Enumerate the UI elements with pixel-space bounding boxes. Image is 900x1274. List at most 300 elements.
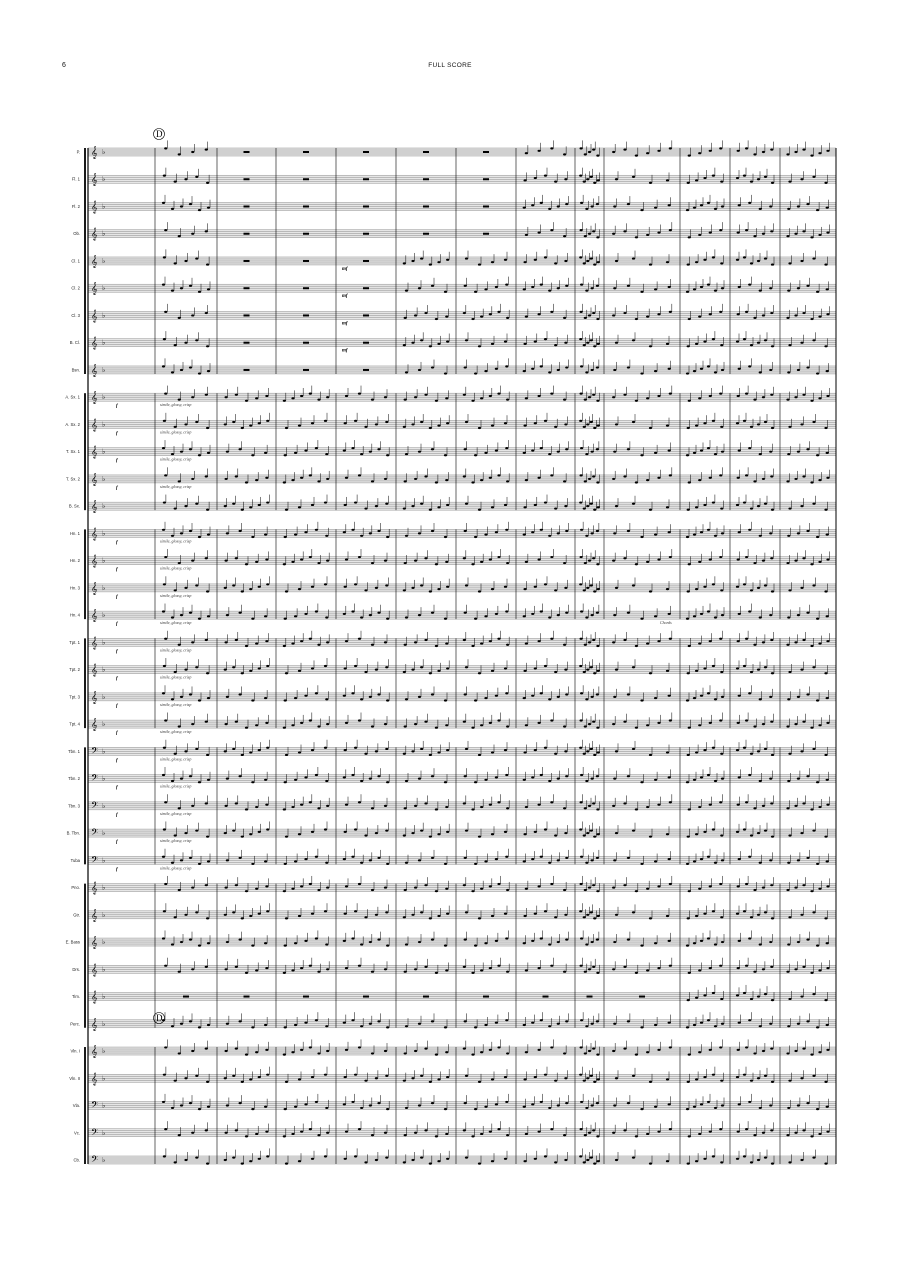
note-head-icon bbox=[826, 615, 829, 617]
note-head-icon bbox=[563, 398, 566, 400]
note-head-icon bbox=[802, 721, 805, 723]
key-signature-icon: ♭ bbox=[102, 665, 106, 674]
note-head-icon bbox=[198, 1108, 201, 1110]
instrument-label: Cl. 2 bbox=[71, 285, 80, 291]
note-head-icon bbox=[623, 802, 626, 804]
note-head-icon bbox=[666, 506, 669, 508]
note-head-icon bbox=[191, 478, 194, 480]
note-head-icon bbox=[524, 343, 527, 345]
note-head-icon bbox=[420, 257, 423, 259]
clef-icon: 𝄞 bbox=[91, 636, 98, 650]
note-head-icon bbox=[524, 670, 527, 672]
note-head-icon bbox=[497, 801, 500, 803]
note-head-icon bbox=[588, 805, 591, 807]
note-head-icon bbox=[818, 152, 821, 154]
note-head-icon bbox=[371, 725, 374, 727]
note-head-icon bbox=[698, 888, 701, 890]
note-head-icon bbox=[255, 561, 258, 563]
note-head-icon bbox=[207, 207, 210, 209]
note-head-icon bbox=[787, 535, 790, 537]
note-head-icon bbox=[429, 345, 432, 347]
note-head-icon bbox=[759, 943, 762, 945]
key-signature-icon: ♭ bbox=[102, 883, 106, 892]
note-head-icon bbox=[548, 208, 551, 210]
key-signature-icon: ♭ bbox=[102, 1128, 106, 1137]
note-head-icon bbox=[465, 911, 468, 913]
dynamic-marking: f bbox=[116, 622, 118, 628]
note-head-icon bbox=[195, 421, 198, 423]
note-head-icon bbox=[669, 556, 672, 558]
note-head-icon bbox=[743, 338, 746, 340]
note-head-icon bbox=[309, 801, 312, 803]
note-head-icon bbox=[505, 365, 508, 367]
note-head-icon bbox=[480, 316, 483, 318]
whole-rest-icon bbox=[363, 287, 369, 289]
note-head-icon bbox=[669, 719, 672, 721]
note-head-icon bbox=[669, 965, 672, 967]
note-head-icon bbox=[446, 422, 449, 424]
note-head-icon bbox=[420, 584, 423, 586]
note-head-icon bbox=[298, 425, 301, 427]
note-head-icon bbox=[748, 610, 751, 612]
expression-marking: simile, glossy, crisp bbox=[160, 620, 192, 626]
note-head-icon bbox=[245, 481, 248, 483]
note-head-icon bbox=[550, 147, 553, 149]
key-signature-icon: ♭ bbox=[102, 148, 106, 156]
note-head-icon bbox=[207, 779, 210, 781]
note-head-icon bbox=[588, 233, 591, 235]
note-head-icon bbox=[623, 230, 626, 232]
note-head-icon bbox=[464, 857, 467, 859]
note-head-icon bbox=[719, 556, 722, 558]
note-head-icon bbox=[787, 616, 790, 618]
note-head-icon bbox=[797, 614, 800, 616]
note-head-icon bbox=[669, 1128, 672, 1130]
note-head-icon bbox=[411, 1159, 414, 1161]
note-head-icon bbox=[565, 612, 568, 614]
note-head-icon bbox=[364, 671, 367, 673]
note-head-icon bbox=[771, 1081, 774, 1083]
instrument-label: Cl. 1 bbox=[71, 258, 80, 264]
note-head-icon bbox=[162, 856, 165, 858]
note-head-icon bbox=[317, 644, 320, 646]
note-head-icon bbox=[226, 1023, 229, 1025]
note-head-icon bbox=[405, 862, 408, 864]
note-head-icon bbox=[386, 1026, 389, 1028]
note-head-icon bbox=[592, 557, 595, 559]
note-head-icon bbox=[265, 885, 268, 887]
note-head-icon bbox=[797, 696, 800, 698]
note-head-icon bbox=[797, 532, 800, 534]
note-head-icon bbox=[377, 448, 380, 450]
note-head-icon bbox=[826, 1024, 829, 1026]
note-head-icon bbox=[703, 667, 706, 669]
note-head-icon bbox=[590, 339, 593, 341]
note-head-icon bbox=[205, 230, 208, 232]
note-head-icon bbox=[693, 207, 696, 209]
note-head-icon bbox=[786, 1052, 789, 1054]
whole-rest-icon bbox=[363, 369, 369, 371]
note-head-icon bbox=[377, 1102, 380, 1104]
note-head-icon bbox=[471, 808, 474, 810]
note-head-icon bbox=[524, 751, 527, 753]
note-head-icon bbox=[266, 747, 269, 749]
note-head-icon bbox=[794, 478, 797, 480]
note-head-icon bbox=[497, 311, 500, 313]
note-head-icon bbox=[324, 747, 327, 749]
note-head-icon bbox=[317, 971, 320, 973]
note-head-icon bbox=[709, 967, 712, 969]
note-head-icon bbox=[191, 1050, 194, 1052]
note-head-icon bbox=[583, 1080, 586, 1082]
note-head-icon bbox=[225, 478, 228, 480]
note-head-icon bbox=[666, 179, 669, 181]
clef-icon: 𝄞 bbox=[91, 200, 98, 214]
note-head-icon bbox=[474, 945, 477, 947]
note-head-icon bbox=[324, 910, 327, 912]
note-head-icon bbox=[657, 150, 660, 152]
whole-rest-icon bbox=[363, 342, 369, 344]
note-head-icon bbox=[712, 1155, 715, 1157]
note-head-icon bbox=[497, 965, 500, 967]
note-head-icon bbox=[748, 447, 751, 449]
note-head-icon bbox=[523, 697, 526, 699]
note-head-icon bbox=[635, 563, 638, 565]
note-head-icon bbox=[304, 449, 307, 451]
note-head-icon bbox=[557, 532, 560, 534]
note-head-icon bbox=[770, 475, 773, 477]
note-head-icon bbox=[686, 372, 689, 374]
note-head-icon bbox=[687, 836, 690, 838]
note-head-icon bbox=[753, 153, 756, 155]
note-head-icon bbox=[759, 862, 762, 864]
note-head-icon bbox=[698, 1133, 701, 1135]
note-head-icon bbox=[300, 558, 303, 560]
note-head-icon bbox=[465, 1157, 468, 1159]
note-head-icon bbox=[748, 692, 751, 694]
note-head-icon bbox=[745, 638, 748, 640]
note-head-icon bbox=[787, 208, 790, 210]
note-head-icon bbox=[354, 583, 357, 585]
note-head-icon bbox=[738, 531, 741, 533]
note-head-icon bbox=[794, 233, 797, 235]
note-head-icon bbox=[386, 1108, 389, 1110]
key-signature-icon: ♭ bbox=[102, 1156, 106, 1164]
note-head-icon bbox=[431, 366, 434, 368]
note-head-icon bbox=[698, 397, 701, 399]
note-head-icon bbox=[497, 392, 500, 394]
note-head-icon bbox=[737, 885, 740, 887]
note-head-icon bbox=[816, 291, 819, 293]
note-head-icon bbox=[583, 507, 586, 509]
note-head-icon bbox=[198, 372, 201, 374]
note-head-icon bbox=[646, 234, 649, 236]
note-head-icon bbox=[298, 506, 301, 508]
note-head-icon bbox=[632, 503, 635, 505]
note-head-icon bbox=[304, 1103, 307, 1105]
note-head-icon bbox=[632, 1075, 635, 1077]
note-head-icon bbox=[404, 562, 407, 564]
note-head-icon bbox=[592, 1129, 595, 1131]
whole-rest-icon bbox=[244, 178, 250, 180]
note-head-icon bbox=[669, 229, 672, 231]
chords-marking: Chords bbox=[660, 620, 672, 626]
note-head-icon bbox=[285, 754, 288, 756]
note-head-icon bbox=[538, 804, 541, 806]
note-head-icon bbox=[565, 1020, 568, 1022]
note-head-icon bbox=[824, 509, 827, 511]
note-head-icon bbox=[317, 889, 320, 891]
key-signature-icon: ♭ bbox=[102, 338, 106, 347]
note-head-icon bbox=[205, 721, 208, 723]
note-head-icon bbox=[206, 590, 209, 592]
note-head-icon bbox=[759, 1025, 762, 1027]
note-head-icon bbox=[794, 805, 797, 807]
note-head-icon bbox=[646, 1133, 649, 1135]
note-head-icon bbox=[540, 365, 543, 367]
note-head-icon bbox=[762, 560, 765, 562]
note-head-icon bbox=[703, 340, 706, 342]
note-head-icon bbox=[736, 913, 739, 915]
note-head-icon bbox=[613, 532, 616, 534]
note-head-icon bbox=[284, 454, 287, 456]
note-head-icon bbox=[700, 1103, 703, 1105]
note-head-icon bbox=[649, 672, 652, 674]
note-head-icon bbox=[464, 366, 467, 368]
note-head-icon bbox=[802, 557, 805, 559]
note-head-icon bbox=[480, 806, 483, 808]
note-head-icon bbox=[824, 917, 827, 919]
note-head-icon bbox=[719, 965, 722, 967]
note-head-icon bbox=[788, 181, 791, 183]
note-head-icon bbox=[178, 562, 181, 564]
note-head-icon bbox=[736, 422, 739, 424]
note-head-icon bbox=[343, 1021, 346, 1023]
note-head-icon bbox=[226, 696, 229, 698]
note-head-icon bbox=[471, 645, 474, 647]
note-head-icon bbox=[311, 913, 314, 915]
note-head-icon bbox=[294, 534, 297, 536]
note-head-icon bbox=[550, 801, 553, 803]
note-head-icon bbox=[564, 260, 567, 262]
note-head-icon bbox=[640, 699, 643, 701]
note-head-icon bbox=[444, 863, 447, 865]
note-head-icon bbox=[405, 943, 408, 945]
note-head-icon bbox=[693, 615, 696, 617]
note-head-icon bbox=[597, 1078, 600, 1080]
note-head-icon bbox=[816, 454, 819, 456]
note-head-icon bbox=[654, 1024, 657, 1026]
note-head-icon bbox=[445, 561, 448, 563]
note-head-icon bbox=[463, 475, 466, 477]
note-head-icon bbox=[700, 531, 703, 533]
note-head-icon bbox=[429, 263, 432, 265]
note-head-icon bbox=[324, 1155, 327, 1157]
note-head-icon bbox=[770, 230, 773, 232]
note-head-icon bbox=[591, 859, 594, 861]
note-head-icon bbox=[743, 175, 746, 177]
note-head-icon bbox=[550, 719, 553, 721]
note-head-icon bbox=[325, 1107, 328, 1109]
note-head-icon bbox=[649, 1163, 652, 1165]
note-head-icon bbox=[180, 451, 183, 453]
note-head-icon bbox=[565, 448, 568, 450]
note-head-icon bbox=[548, 862, 551, 864]
note-head-icon bbox=[787, 371, 790, 373]
note-head-icon bbox=[668, 1103, 671, 1105]
note-head-icon bbox=[206, 1163, 209, 1165]
note-head-icon bbox=[446, 913, 449, 915]
note-head-icon bbox=[371, 562, 374, 564]
note-head-icon bbox=[184, 342, 187, 344]
note-head-icon bbox=[669, 392, 672, 394]
note-head-icon bbox=[369, 777, 372, 779]
note-head-icon bbox=[657, 885, 660, 887]
note-head-icon bbox=[810, 400, 813, 402]
note-head-icon bbox=[657, 640, 660, 642]
note-head-icon bbox=[657, 231, 660, 233]
note-head-icon bbox=[580, 229, 583, 231]
note-head-icon bbox=[612, 805, 615, 807]
note-head-icon bbox=[635, 972, 638, 974]
instrument-label: Vln. II bbox=[69, 1075, 80, 1081]
note-head-icon bbox=[171, 698, 174, 700]
note-head-icon bbox=[565, 1102, 568, 1104]
note-head-icon bbox=[580, 392, 583, 394]
note-head-icon bbox=[163, 1074, 166, 1076]
note-head-icon bbox=[429, 672, 432, 674]
note-head-icon bbox=[757, 178, 760, 180]
note-head-icon bbox=[429, 1081, 432, 1083]
note-head-icon bbox=[719, 1128, 722, 1130]
note-head-icon bbox=[721, 941, 724, 943]
note-head-icon bbox=[478, 590, 481, 592]
note-head-icon bbox=[405, 1025, 408, 1027]
note-head-icon bbox=[283, 645, 286, 647]
note-head-icon bbox=[810, 890, 813, 892]
note-head-icon bbox=[411, 260, 414, 262]
note-head-icon bbox=[563, 562, 566, 564]
note-head-icon bbox=[420, 911, 423, 913]
note-head-icon bbox=[588, 560, 591, 562]
note-head-icon bbox=[544, 747, 547, 749]
instrument-labels bbox=[65, 150, 80, 1163]
note-head-icon bbox=[786, 1134, 789, 1136]
note-head-icon bbox=[435, 808, 438, 810]
note-head-icon bbox=[700, 695, 703, 697]
note-head-icon bbox=[239, 530, 242, 532]
note-head-icon bbox=[424, 1048, 427, 1050]
note-head-icon bbox=[563, 235, 566, 237]
note-head-icon bbox=[688, 400, 691, 402]
note-head-icon bbox=[445, 888, 448, 890]
note-head-icon bbox=[666, 425, 669, 427]
note-head-icon bbox=[162, 774, 165, 776]
key-signature-icon: ♭ bbox=[102, 474, 106, 483]
note-head-icon bbox=[720, 1161, 723, 1163]
note-head-icon bbox=[824, 836, 827, 838]
note-head-icon bbox=[404, 807, 407, 809]
note-head-icon bbox=[668, 531, 671, 533]
note-head-icon bbox=[325, 780, 328, 782]
note-head-icon bbox=[164, 801, 167, 803]
note-head-icon bbox=[788, 426, 791, 428]
note-head-icon bbox=[693, 779, 696, 781]
note-head-icon bbox=[343, 858, 346, 860]
note-head-icon bbox=[579, 583, 582, 585]
note-head-icon bbox=[283, 972, 286, 974]
note-head-icon bbox=[788, 1161, 791, 1163]
note-head-icon bbox=[525, 642, 528, 644]
note-head-icon bbox=[687, 509, 690, 511]
note-head-icon bbox=[596, 727, 599, 729]
note-head-icon bbox=[431, 285, 434, 287]
note-head-icon bbox=[826, 1130, 829, 1132]
note-head-icon bbox=[615, 505, 618, 507]
note-head-icon bbox=[345, 558, 348, 560]
note-head-icon bbox=[563, 153, 566, 155]
note-head-icon bbox=[745, 1046, 748, 1048]
note-head-icon bbox=[474, 863, 477, 865]
note-head-icon bbox=[669, 1046, 672, 1048]
note-head-icon bbox=[550, 638, 553, 640]
note-head-icon bbox=[743, 747, 746, 749]
note-head-icon bbox=[613, 614, 616, 616]
note-head-icon bbox=[484, 615, 487, 617]
note-head-icon bbox=[544, 1074, 547, 1076]
note-head-icon bbox=[174, 753, 177, 755]
note-head-icon bbox=[309, 392, 312, 394]
note-head-icon bbox=[358, 474, 361, 476]
note-head-icon bbox=[437, 343, 440, 345]
note-head-icon bbox=[750, 834, 753, 836]
note-head-icon bbox=[283, 400, 286, 402]
note-head-icon bbox=[580, 856, 583, 858]
note-head-icon bbox=[375, 914, 378, 916]
note-head-icon bbox=[564, 1159, 567, 1161]
note-head-icon bbox=[788, 1080, 791, 1082]
note-head-icon bbox=[538, 395, 541, 397]
note-head-icon bbox=[714, 780, 717, 782]
note-head-icon bbox=[688, 727, 691, 729]
clef-icon: 𝄞 bbox=[91, 282, 98, 296]
note-head-icon bbox=[326, 723, 329, 725]
key-signature-icon: ♭ bbox=[102, 284, 106, 293]
note-head-icon bbox=[205, 557, 208, 559]
dynamic-marking: f bbox=[116, 485, 118, 491]
note-head-icon bbox=[646, 152, 649, 154]
note-head-icon bbox=[191, 560, 194, 562]
note-head-icon bbox=[354, 1155, 357, 1157]
note-head-icon bbox=[565, 775, 568, 777]
note-head-icon bbox=[264, 1024, 267, 1026]
key-signature-icon: ♭ bbox=[102, 965, 106, 974]
note-head-icon bbox=[707, 1019, 710, 1021]
note-head-icon bbox=[225, 1050, 228, 1052]
key-signature-icon: ♭ bbox=[102, 556, 106, 565]
note-head-icon bbox=[712, 256, 715, 258]
note-head-icon bbox=[284, 618, 287, 620]
whole-rest-icon bbox=[363, 260, 369, 262]
note-head-icon bbox=[325, 862, 328, 864]
note-head-icon bbox=[550, 1046, 553, 1048]
note-head-icon bbox=[478, 836, 481, 838]
note-head-icon bbox=[743, 1074, 746, 1076]
note-head-icon bbox=[523, 1024, 526, 1026]
note-head-icon bbox=[164, 1046, 167, 1048]
note-head-icon bbox=[596, 890, 599, 892]
note-head-icon bbox=[564, 342, 567, 344]
